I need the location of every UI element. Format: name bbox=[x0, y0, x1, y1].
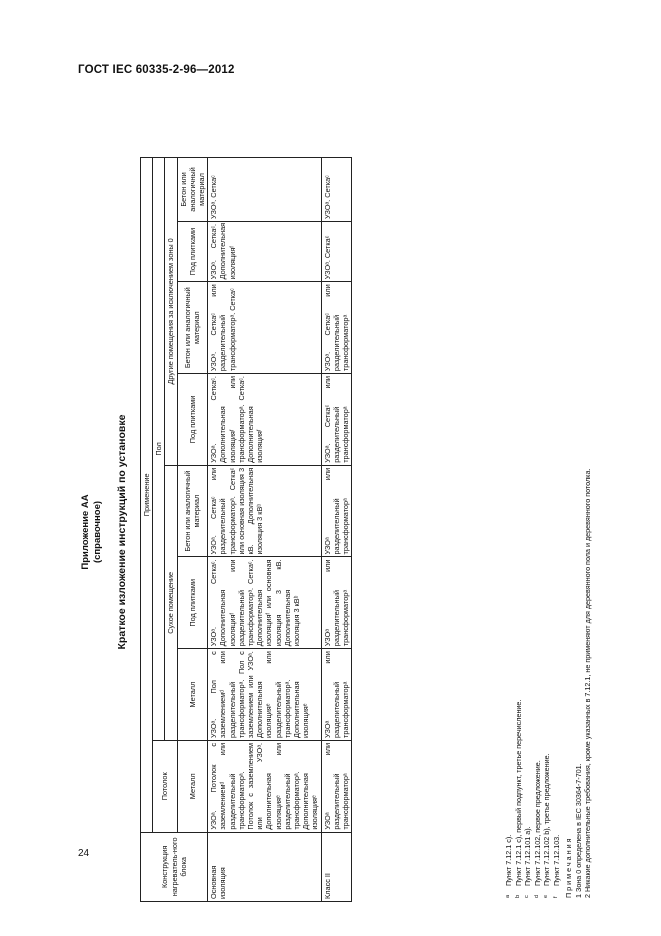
table-cell: УЗОᵃ или разделительный трансформаторᵃ bbox=[321, 557, 352, 649]
note-item: 1 Зона 0 определена в IEC 30364-7-701. bbox=[573, 763, 583, 898]
table-cell: УЗОᵃ. Сеткаᶜ bbox=[208, 158, 321, 222]
installation-instructions-table bbox=[140, 157, 352, 902]
header-other-rooms: Другие помещения за исключением зоны 0 bbox=[165, 158, 177, 466]
table-row bbox=[208, 158, 321, 902]
header-metal-ceiling: Металл bbox=[177, 740, 208, 832]
header-tiles-dry: Под плитками bbox=[177, 557, 208, 649]
header-tiles-pool: Под плитками bbox=[177, 221, 208, 281]
header-tiles-other: Под плитками bbox=[177, 374, 208, 466]
row-label: Класс II bbox=[321, 832, 352, 901]
footnote: cПункт 7.12.101 a). bbox=[523, 826, 532, 898]
document-header: ГОСТ IEC 60335-2-96—2012 bbox=[78, 64, 235, 76]
table-cell: УЗОᵃ. Потолок с заземлениемᵈ или разделительный трансформаторᵃ. Потолок с заземлением или УЗОᵃ. Дополнительная изоляцияᵉ или разделительный трансформаторᵃ. Дополнительная изоляцияᵉ bbox=[208, 740, 321, 832]
table-cell: УЗОᵃ. Сеткаᶜ или разделительный трансформаторᵃ. Сеткаᶜ или основная изоляция 3 кВ. Дополнительная изоляция 3 кВᵇ bbox=[208, 465, 321, 557]
footnote: fПункт 7.12.103. bbox=[551, 834, 561, 898]
header-concrete-pool: Бетон или аналогичный материал bbox=[177, 158, 208, 222]
row-label: Основная изоляция bbox=[208, 832, 321, 901]
table-cell: УЗОᵃ. Сеткаᶜ. Дополнительная изоляцияᶠ или разделительный трансформаторᵃ. Сеткаᶜ. Дополнительная изоляцияᶠ или основная изоляция 3 кВ. Дополнительная изоляция 3 кВᵇ bbox=[208, 557, 321, 649]
header-concrete-dry: Бетон или аналогичный материал bbox=[177, 465, 208, 557]
footnotes-block bbox=[504, 469, 593, 898]
table-cell: УЗОᵃ. Сеткаᶜ или разделительный трансформаторᵃ bbox=[321, 282, 352, 374]
table-cell: УЗОᵃ. Сеткаᶜ. Дополнительная изоляцияᶠ или трансформаторᵃ. Сеткаᶜ. Дополнительная изоляцияᶠ bbox=[208, 374, 321, 466]
notes-heading: Примечания bbox=[564, 836, 573, 898]
table-row bbox=[321, 158, 352, 902]
table-cell: УЗОᵃ. Сеткаᶜ. Дополнительная изоляцияᶠ bbox=[208, 221, 321, 281]
header-metal-floor: Металл bbox=[177, 649, 208, 741]
header-dry-room: Сухое помещение bbox=[165, 465, 177, 740]
annex-title: Приложение АА bbox=[80, 494, 91, 570]
footnote: dПункт 7.12.102, первое предложение. bbox=[532, 760, 542, 898]
table-cell: УЗОᵃ или разделительный трансформаторᵃ bbox=[321, 740, 352, 832]
footnote: eПункт 7.12.102 b), третье предложение. bbox=[542, 753, 551, 898]
annex-subtitle: (справочное) bbox=[92, 500, 103, 564]
page-number: 24 bbox=[78, 848, 90, 859]
table-cell: УЗОᵃ или разделительный трансформаторᵃ bbox=[321, 649, 352, 741]
table-cell: УЗОᵃ. Сеткаᶜ bbox=[321, 158, 352, 222]
table-cell: УЗОᵃ. Сеткаᶜ или разделительный трансформаторᵃ bbox=[321, 374, 352, 466]
footnote: aПункт 7.12.1 с). bbox=[504, 834, 513, 898]
table-cell: УЗОᵃ. Сеткаᶜ bbox=[321, 221, 352, 281]
header-concrete-other: Бетон или аналогичный материал bbox=[177, 282, 208, 374]
main-title: Краткое изложение инструкций по установке bbox=[116, 414, 128, 650]
header-floor: Пол bbox=[153, 158, 165, 741]
table-cell: УЗОᵃ или разделительный трансформаторᵃ bbox=[321, 465, 352, 557]
header-ceiling: Потолок bbox=[153, 740, 177, 832]
rotated-annex-content bbox=[72, 82, 612, 902]
footnote: bПункт 7.12.1 с), первый подпункт, третье перечисление. bbox=[513, 699, 523, 898]
table-cell: УЗОᵃ. Сеткаᶜ или разделительный трансформаторᵃ. Сеткаᶜ bbox=[208, 282, 321, 374]
header-construction: Конструкция нагреватель-ного блока bbox=[141, 832, 208, 901]
note-item: 2 Никакие дополнительные требования, кроме указанных в 7.12.1, не применяют для деревянного пола и деревянного потолка. bbox=[583, 468, 592, 898]
header-application: Применение bbox=[141, 158, 153, 833]
table-cell: УЗОᵃ. Пол с заземлениемᵈ или разделительный трансформаторᵃ. Пол с заземлением или УЗОᵃ. Дополнительная изоляцияᵉ или разделительный трансформаторᵃ. Дополнительная изоляцияᵉ bbox=[208, 649, 321, 741]
annex-heading bbox=[80, 162, 104, 902]
